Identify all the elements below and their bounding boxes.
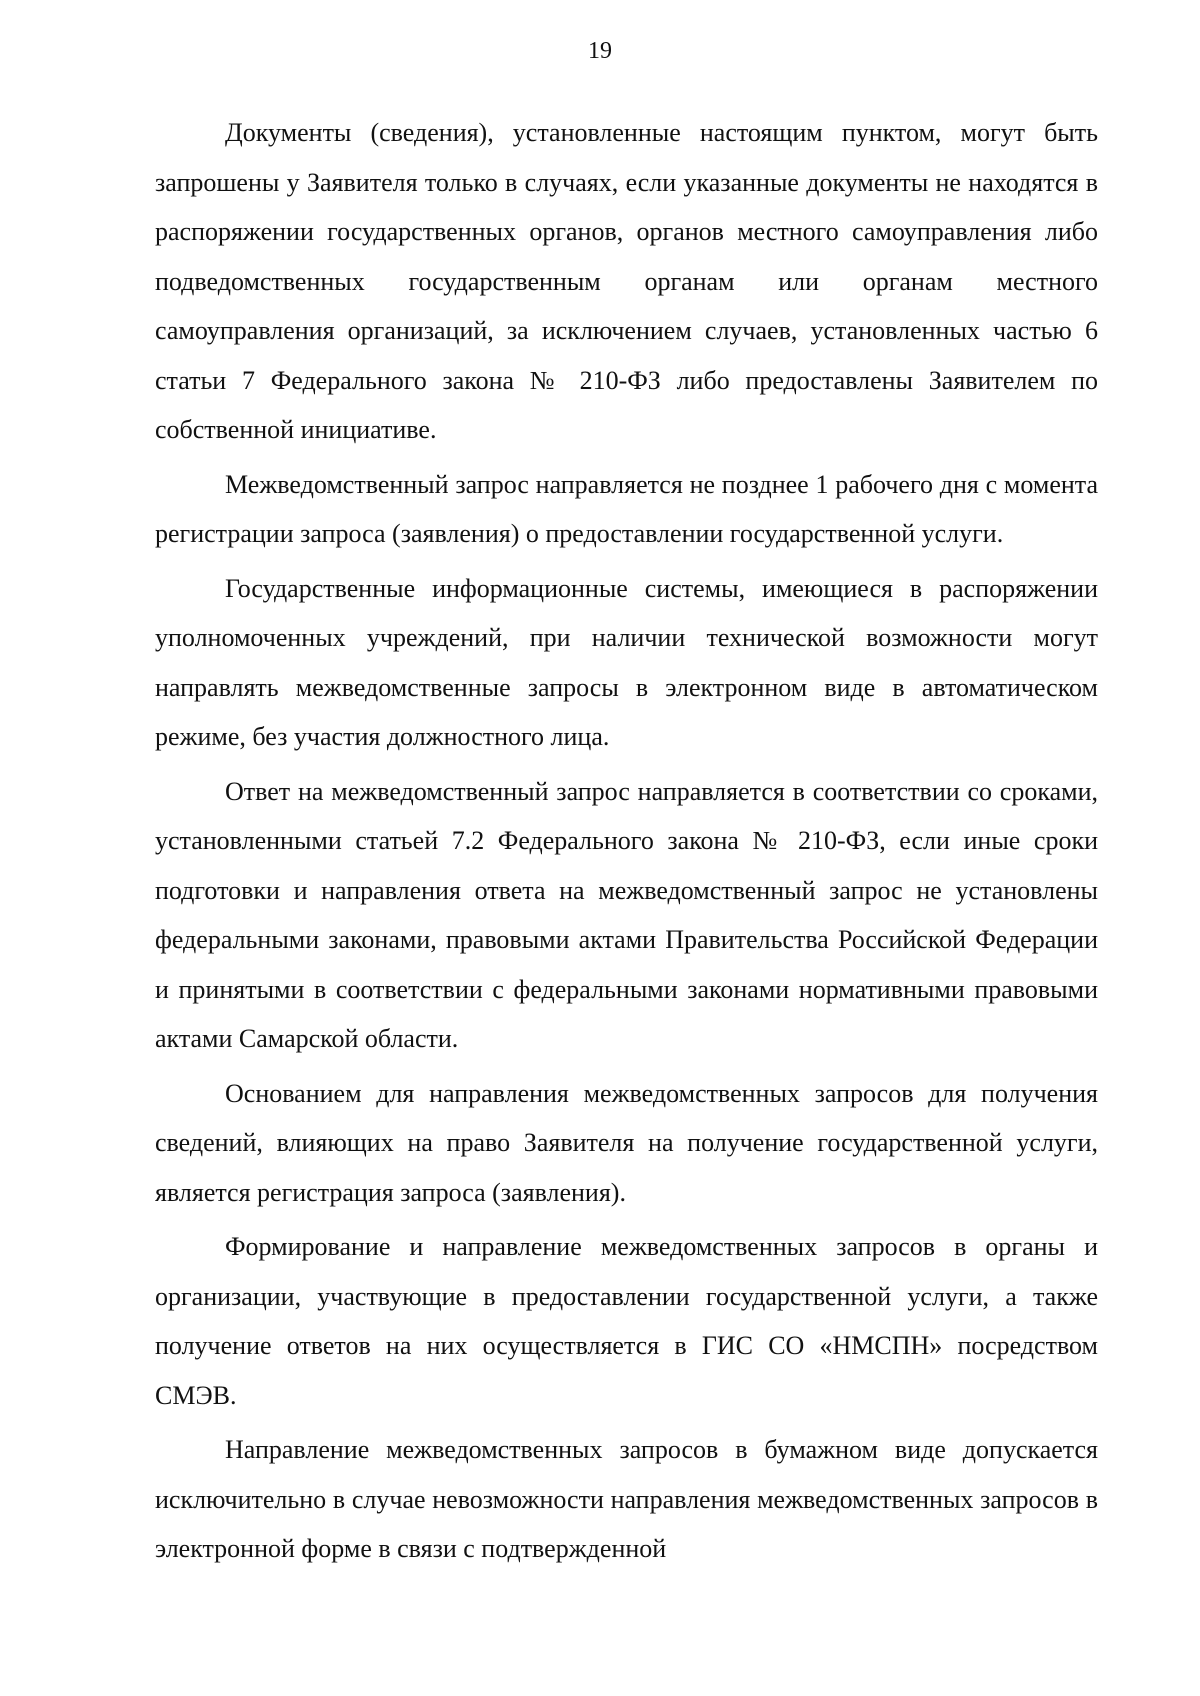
paragraph-request-formation: Формирование и направление межведомственных запросов в органы и организации, участвующие в предоставлении государственной услуги, а также получение ответов на них осуществляется в ГИС СО «НМСПН» посредством СМЭВ. <box>155 1232 1098 1410</box>
paragraph-request-grounds: Основанием для направления межведомственных запросов для получения сведений, влияющих на право Заявителя на получение государственной услуги, является регистрация запроса (заявления). <box>155 1078 1098 1207</box>
paragraph-documents-request: Документы (сведения), установленные настоящим пунктом, могут быть запрошены у Заявителя только в случаях, если указанные документы не находятся в распоряжении государственных органов, органов местного самоуправления либо подведомственных государственным органам или органам местного самоуправления организаций, за исключением случаев, установленных частью 6 статьи 7 Федерального закона № 210-ФЗ либо предоставлены Заявителем по собственной инициативе. <box>155 118 1098 444</box>
paragraph-information-systems: Государственные информационные системы, имеющиеся в распоряжении уполномоченных учреждений, при наличии технической возможности могут направлять межведомственные запросы в электронном виде в автоматическом режиме, без участия должностного лица. <box>155 573 1098 751</box>
paragraph-response-terms: Ответ на межведомственный запрос направляется в соответствии со сроками, установленными статьей 7.2 Федерального закона № 210-ФЗ, если иные сроки подготовки и направления ответа на межведомственный запрос не установлены федеральными законами, правовыми актами Правительства Российской Федерации и принятыми в соответствии с федеральными законами нормативными правовыми актами Самарской области. <box>155 776 1098 1053</box>
paragraph-paper-requests: Направление межведомственных запросов в бумажном виде допускается исключительно в случае невозможности направления межведомственных запросов в электронной форме в связи с подтвержденной <box>155 1435 1098 1563</box>
paragraph-request-deadline: Межведомственный запрос направляется не позднее 1 рабочего дня с момента регистрации запроса (заявления) о предоставлении государственной услуги. <box>155 469 1098 548</box>
page-number: 19 <box>588 38 612 64</box>
document-body <box>155 108 1098 1579</box>
